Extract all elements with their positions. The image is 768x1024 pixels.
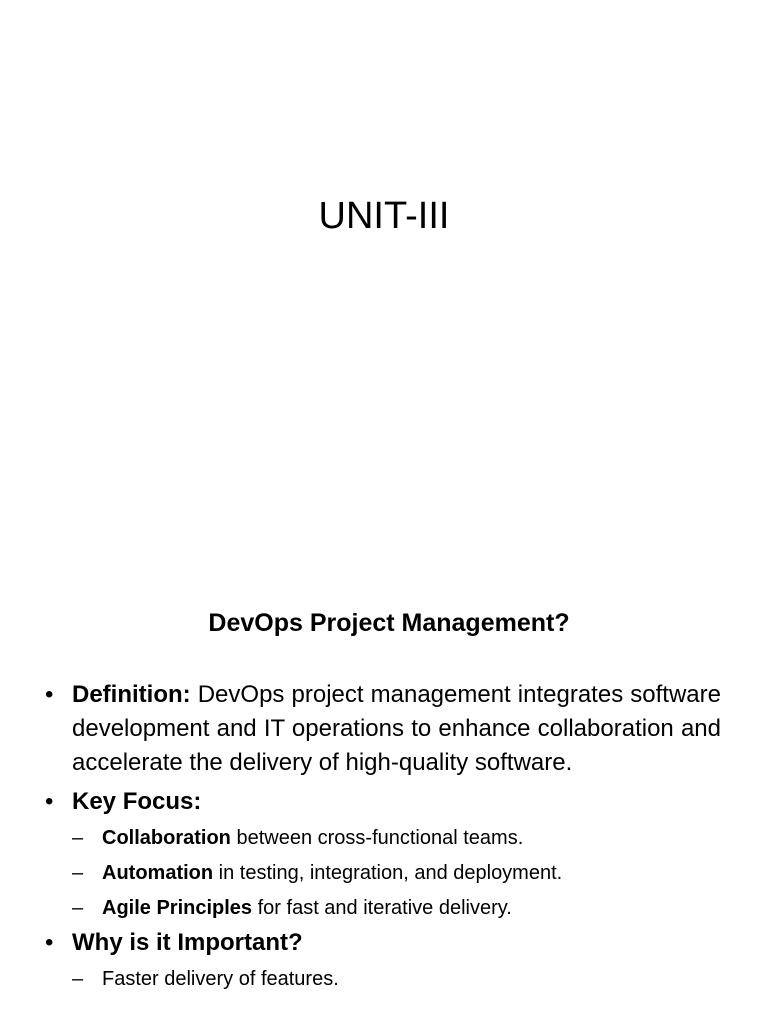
bullet-why-important — [45, 926, 721, 960]
why-label: Why is it Important? — [72, 929, 303, 956]
sub-item-text: between cross-functional teams. — [230, 827, 524, 849]
bullet-definition — [45, 678, 721, 780]
bullet-dot-icon: • — [45, 929, 54, 956]
dash-icon: – — [72, 968, 84, 990]
sub-item-bold: Automation — [102, 862, 214, 884]
sub-item-collaboration — [45, 821, 721, 856]
definition-body: DevOps project management integrates software development and IT operations to enhance collaboration and accelerate the delivery of high-quality software. — [72, 681, 721, 776]
sub-item-text: Faster delivery of features. — [102, 968, 339, 990]
sub-item-bold: Agile Principles — [102, 897, 253, 919]
slide-heading: DevOps Project Management? — [208, 609, 570, 637]
bullet-dot-icon: • — [45, 681, 54, 708]
definition-text — [72, 678, 721, 780]
dash-icon: – — [72, 827, 84, 849]
sub-item-agile — [45, 891, 721, 926]
sub-item-text: in testing, integration, and deployment. — [213, 862, 563, 884]
dash-icon: – — [72, 897, 84, 919]
slide-title: UNIT-III — [318, 195, 450, 237]
bullet-key-focus — [45, 785, 721, 819]
bullet-list — [45, 678, 721, 997]
definition-label: Definition: — [72, 681, 191, 708]
sub-item-automation — [45, 856, 721, 891]
bullet-dot-icon: • — [45, 788, 54, 815]
sub-item-bold: Collaboration — [102, 827, 231, 849]
sub-item-faster-delivery — [45, 962, 721, 997]
key-focus-label: Key Focus: — [72, 788, 202, 815]
sub-item-text: for fast and iterative delivery. — [252, 897, 512, 919]
dash-icon: – — [72, 862, 84, 884]
